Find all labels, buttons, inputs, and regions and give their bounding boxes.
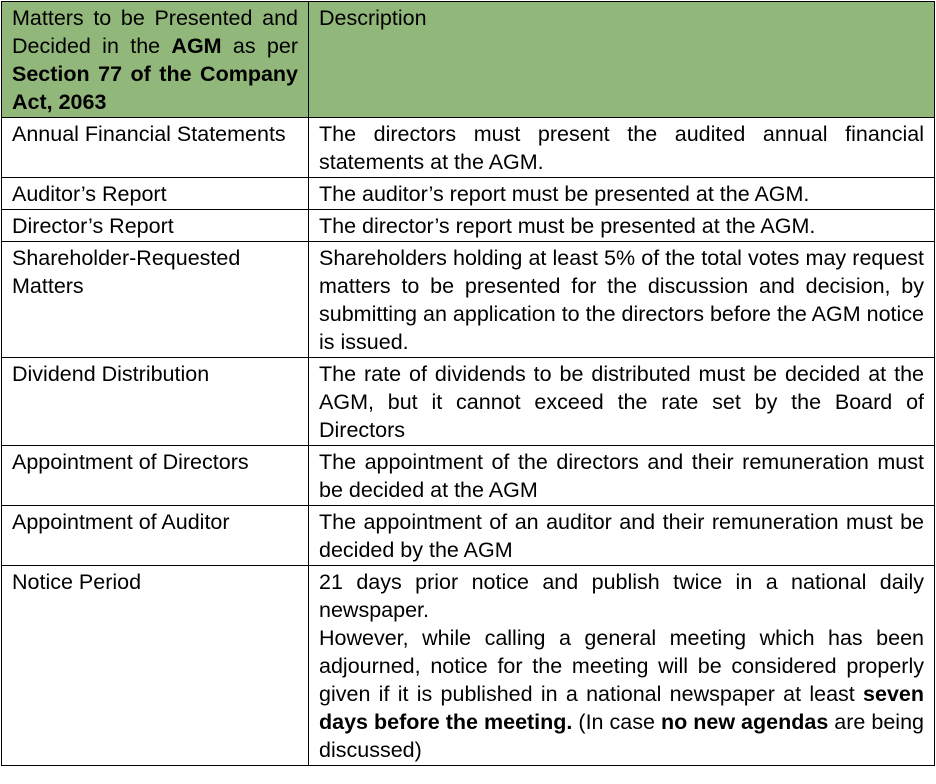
matter-cell [2, 566, 309, 766]
adjourned-seg-3: no new agendas [660, 710, 829, 734]
table-row [2, 358, 935, 446]
header-seg-3: Section 77 of the Company Act, 2063 [12, 62, 298, 114]
header-description-label: Description [319, 6, 427, 30]
description-text: The rate of dividends to be distributed must be decided at the AGM, but it cannot exceed the rate set by the Board of Directors [319, 362, 924, 442]
description-text: The director’s report must be presented at the AGM. [319, 214, 816, 238]
description-cell [309, 446, 935, 506]
matter-text: Dividend Distribution [12, 362, 210, 386]
description-cell [309, 178, 935, 210]
matter-cell [2, 358, 309, 446]
matter-cell [2, 178, 309, 210]
table-row [2, 506, 935, 566]
description-cell [309, 566, 935, 766]
matter-text: Appointment of Auditor [12, 510, 230, 534]
table-row [2, 446, 935, 506]
matter-cell [2, 118, 309, 178]
agm-matters-table [1, 1, 935, 766]
matter-text: Notice Period [12, 570, 142, 594]
notice-period-line: 21 days prior notice and publish twice in a national daily newspaper. [319, 570, 924, 622]
matter-cell [2, 446, 309, 506]
table-row [2, 566, 935, 766]
adjourned-seg-2: (In case [572, 710, 661, 734]
matter-cell [2, 506, 309, 566]
description-text: The appointment of an auditor and their remuneration must be decided by the AGM [319, 510, 924, 562]
notice-period-adjourned-paragraph [319, 624, 924, 764]
description-text: The directors must present the audited annual financial statements at the AGM. [319, 122, 924, 174]
description-cell [309, 358, 935, 446]
matter-text: Director’s Report [12, 214, 174, 238]
adjourned-seg-1: seven days before the meeting. [319, 682, 924, 734]
table-row [2, 242, 935, 358]
header-seg-0: Matters to be Presented and Decided in the [12, 6, 298, 58]
table-row [2, 178, 935, 210]
description-text: Shareholders holding at least 5% of the total votes may request matters to be presented for the discussion and decision, by submitting an application to the directors before the AGM notice is issued. [319, 246, 924, 354]
matter-cell [2, 210, 309, 242]
description-cell [309, 242, 935, 358]
description-cell [309, 118, 935, 178]
matter-text: Appointment of Directors [12, 450, 249, 474]
header-matters-cell [2, 2, 309, 118]
table-header-row [2, 2, 935, 118]
table-row [2, 118, 935, 178]
adjourned-seg-4: are being discussed) [319, 710, 924, 762]
description-text: The auditor’s report must be presented at the AGM. [319, 182, 810, 206]
header-description-cell [309, 2, 935, 118]
header-seg-1: AGM [171, 34, 222, 58]
adjourned-seg-0: However, while calling a general meeting which has been adjourned, notice for the meeting will be considered properly given if it is published in a national newspaper at least [319, 626, 924, 706]
matter-cell [2, 242, 309, 358]
matter-text: Auditor’s Report [12, 182, 167, 206]
description-text: The appointment of the directors and their remuneration must be decided at the AGM [319, 450, 924, 502]
description-cell [309, 506, 935, 566]
table-row [2, 210, 935, 242]
matter-text: Annual Financial Statements [12, 122, 286, 146]
matter-text: Shareholder-Requested Matters [12, 246, 241, 298]
description-cell [309, 210, 935, 242]
header-seg-2: as per [221, 34, 298, 58]
